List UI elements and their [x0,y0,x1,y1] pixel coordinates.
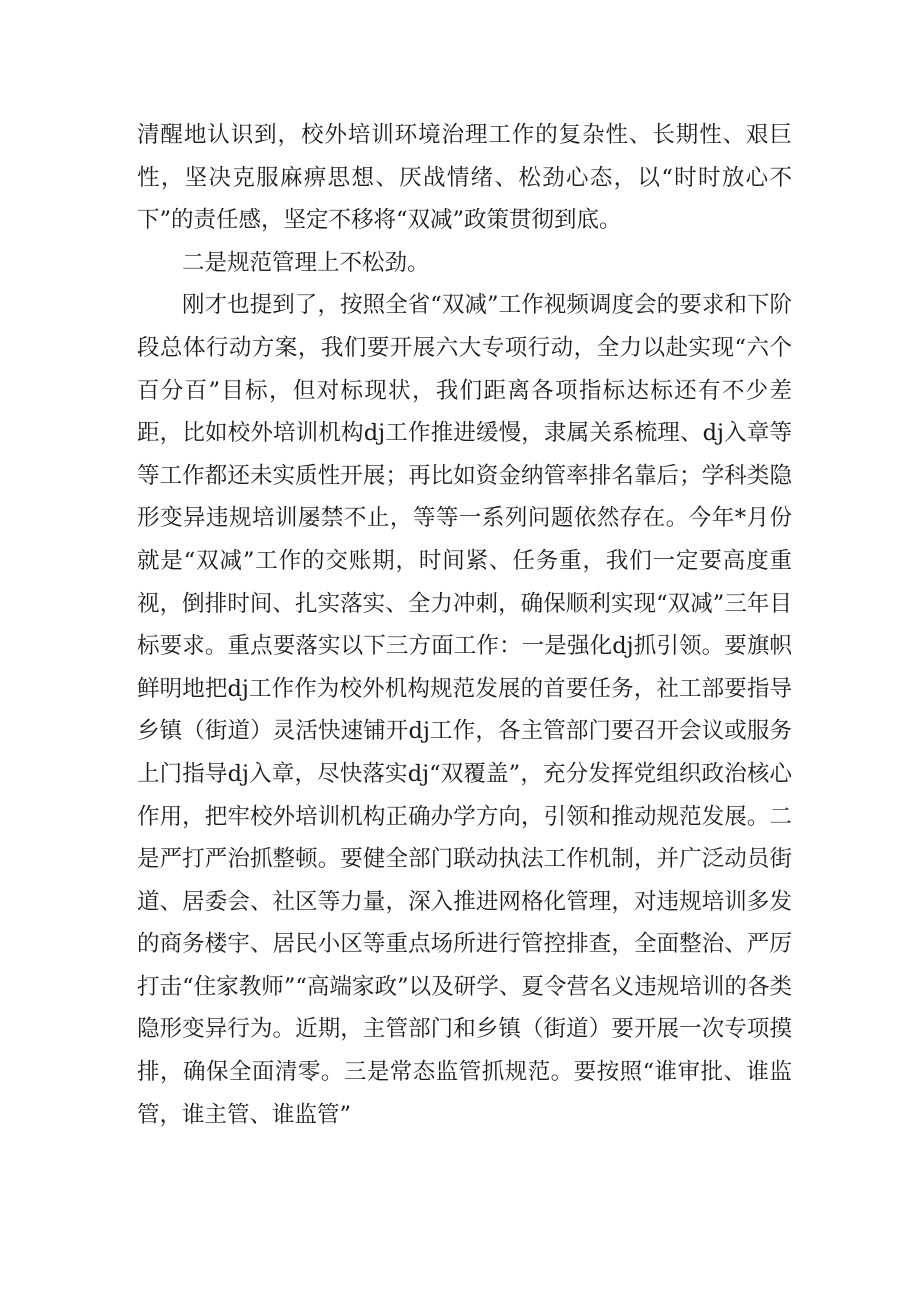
paragraph-body: 刚才也提到了，按照全省“双减”工作视频调度会的要求和下阶段总体行动方案，我们要开展六大专项行动，全力以赴实现“六个百分百”目标，但对标现状，我们距离各项指标达标还有不少差距，比如校外培训机构dj工作推进缓慢，隶属关系梳理、dj入章等等工作都还未实质性开展；再比如资金纳管率排名靠后；学科类隐形变异违规培训屡禁不止，等等一系列问题依然存在。今年*月份就是“双减”工作的交账期，时间紧、任务重，我们一定要高度重视，倒排时间、扎实落实、全力冲刺，确保顺利实现“双减”三年目标要求。重点要落实以下三方面工作：一是强化dj抓引领。要旗帜鲜明地把dj工作作为校外机构规范发展的首要任务，社工部要指导乡镇（街道）灵活快速铺开dj工作，各主管部门要召开会议或服务上门指导dj入章，尽快落实dj“双覆盖”，充分发挥党组织政治核心作用，把牢校外培训机构正确办学方向，引领和推动规范发展。二是严打严治抓整顿。要健全部门联动执法工作机制，并广泛动员街道、居委会、社区等力量，深入推进网格化管理，对违规培训多发的商务楼宇、居民小区等重点场所进行管控排查，全面整治、严厉打击“住家教师”“高端家政”以及研学、夏令营名义违规培训的各类隐形变异行为。近期，主管部门和乡镇（街道）要开展一次专项摸排，确保全面清零。三是常态监管抓规范。要按照“谁审批、谁监管，谁主管、谁监管” [137,292,792,1128]
paragraph-continuation: 清醒地认识到，校外培训环境治理工作的复杂性、长期性、艰巨性，坚决克服麻痹思想、厌战情绪、松劲心态，以“时时放心不下”的责任感，坚定不移将“双减”政策贯彻到底。 [137,122,792,234]
section-heading: 二是规范管理上不松劲。 [182,249,430,276]
document-body [137,114,792,1136]
